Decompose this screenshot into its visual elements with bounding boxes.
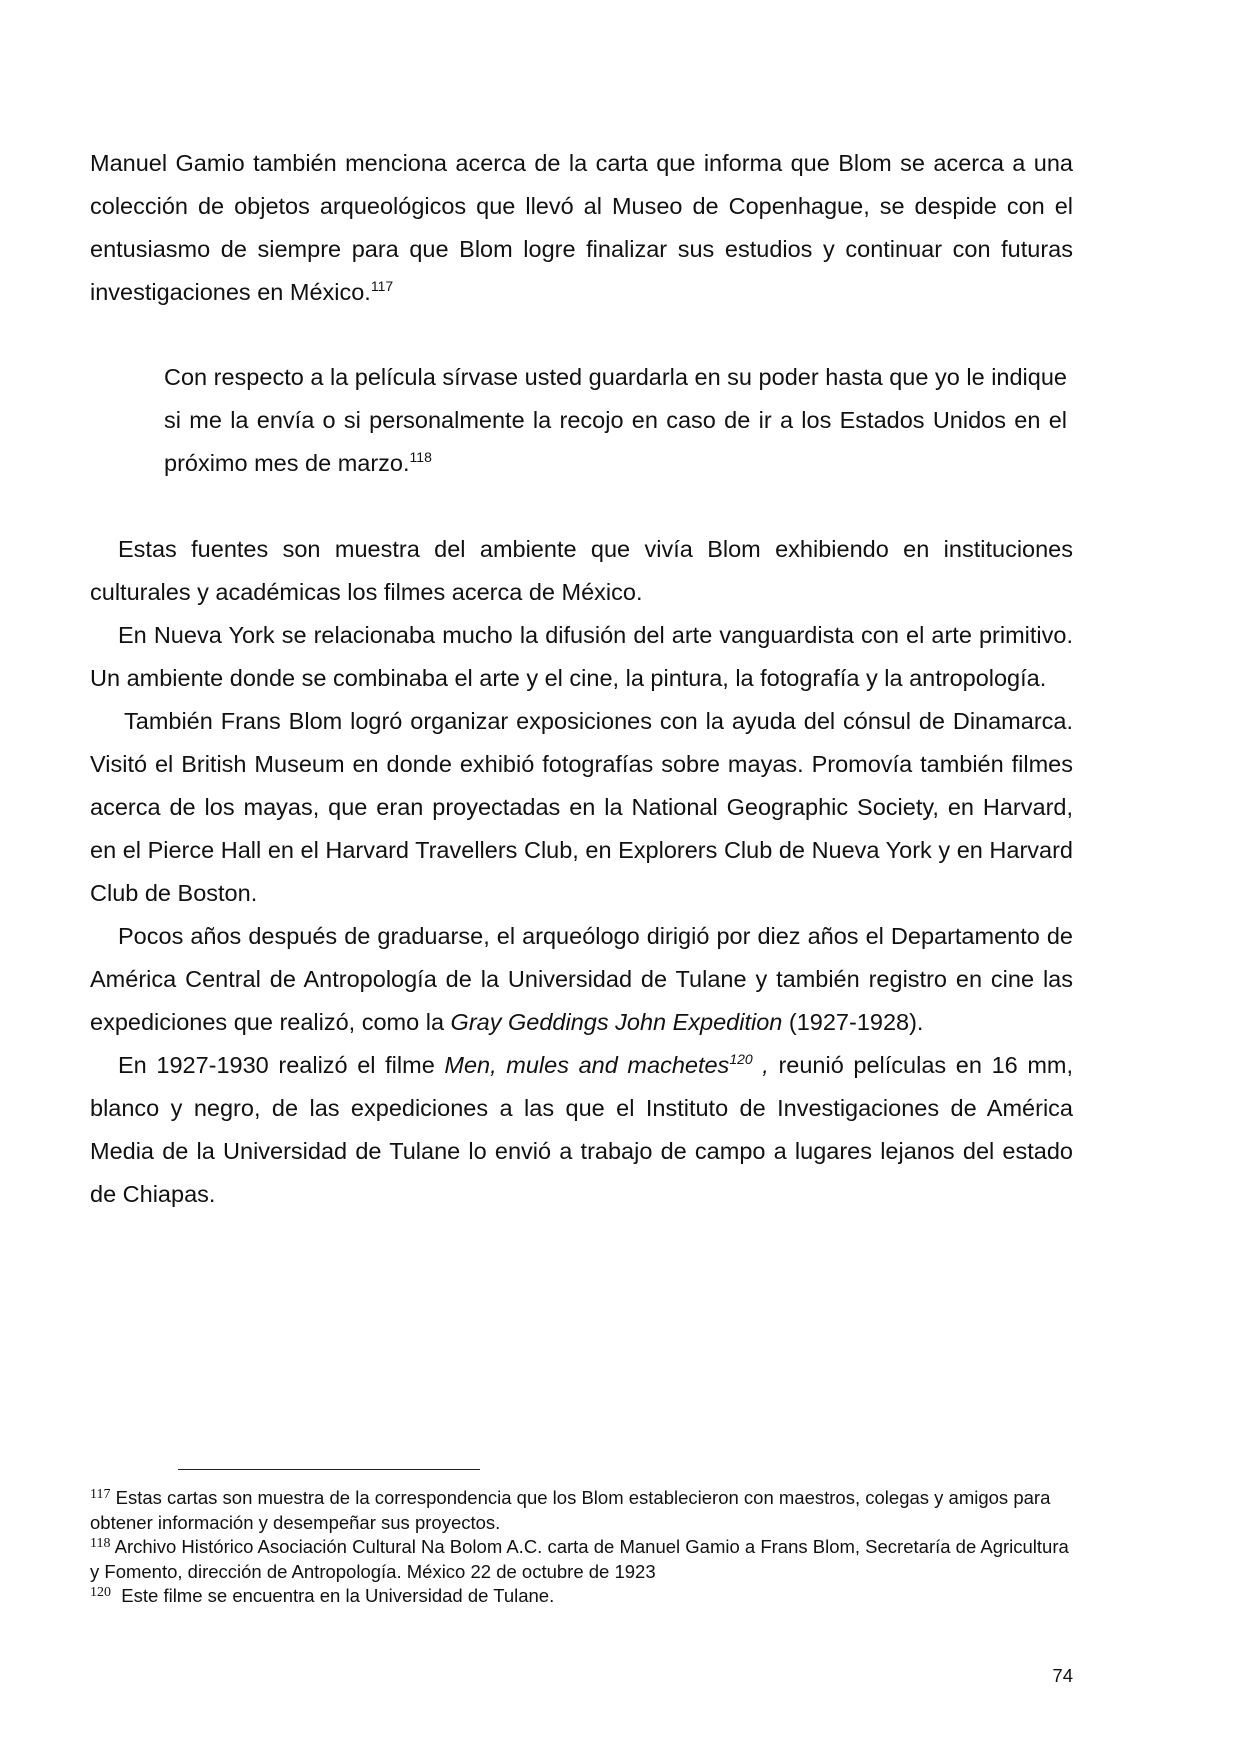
footnote-117: $^{117}$ Estas cartas son muestra de la correspondencia que los Blom establecieron con maestros, colegas y amigos para obtener información y desempeñar sus proyectos. xyxy=(90,1487,1051,1533)
paragraph-new-york: En Nueva York se relacionaba mucho la difusión del arte vanguardista con el arte primitivo. Un ambiente donde se combinaba el arte y el cine, la pintura, la fotografía y la antropología. xyxy=(90,622,1073,691)
paragraph-gamio-letter: Manuel Gamio también menciona acerca de la carta que informa que Blom se acerca a una colección de objetos arqueológicos que llevó al Museo de Copenhague, se despide con el entusiasmo de siempre para que Blom logre finalizar sus estudios y continuar con futuras investigaciones en México.$^{117}$ xyxy=(90,150,1073,305)
paragraph-film: En 1927-1930 realizó el filme Men, mules and machetes$^{120}$ , reunió películas en 16 mm, blanco y negro, de las expediciones a las que el Instituto de Investigaciones de América Media de la Universidad de Tulane lo envió a trabajo de campo a lugares lejanos del estado de Chiapas. xyxy=(90,1051,1074,1207)
paragraph-tulane: Pocos años después de graduarse, el arqueólogo dirigió por diez años el Departamento de América Central de Antropología de la Universidad de Tulane y también registro en cine las expediciones que realizó, como la Gray Geddings John Expedition (1927-1928). xyxy=(90,923,1073,1035)
body-text xyxy=(90,142,1073,1216)
footnote-separator xyxy=(178,1469,480,1470)
footnote-ref-120[interactable]: 120 xyxy=(729,1051,753,1067)
page-number: 74 xyxy=(1052,1665,1073,1686)
footnote-ref-117[interactable]: 117 xyxy=(370,278,394,294)
block-quote: Con respecto a la película sírvase usted guardarla en su poder hasta que yo le indique si me la envía o si personalmente la recojo en caso de ir a los Estados Unidos en el próximo mes de marzo.$^{118}$ xyxy=(164,364,1067,476)
paragraph-sources: Estas fuentes son muestra del ambiente que vivía Blom exhibiendo en instituciones culturales y académicas los filmes acerca de México. xyxy=(90,536,1073,605)
film-title: Men, mules and machetes xyxy=(444,1052,730,1078)
footnote-120: $^{120}$ Este filme se encuentra en la Universidad de Tulane. xyxy=(90,1585,555,1606)
footnote-118: $^{118}$ Archivo Histórico Asociación Cultural Na Bolom A.C. carta de Manuel Gamio a Frans Blom, Secretaría de Agricultura y Fomento, dirección de Antropología. México 22 de octubre de 1923 xyxy=(90,1536,1069,1582)
footnote-ref-118[interactable]: 118 xyxy=(409,449,432,465)
footnotes xyxy=(90,1486,1073,1609)
footnote-mark: 118 xyxy=(90,1536,111,1551)
footnote-mark: 117 xyxy=(90,1487,111,1502)
paragraph-exhibitions: También Frans Blom logró organizar exposiciones con la ayuda del cónsul de Dinamarca. Visitó el British Museum en donde exhibió fotografías sobre mayas. Promovía también filmes acerca de los mayas, que eran proyectadas en la National Geographic Society, en Harvard, en el Pierce Hall en el Harvard Travellers Club, en Explorers Club de Nueva York y en Harvard Club de Boston. xyxy=(90,708,1073,906)
footnote-mark: 120 xyxy=(90,1585,111,1600)
expedition-title: Gray Geddings John Expedition xyxy=(450,1009,783,1035)
